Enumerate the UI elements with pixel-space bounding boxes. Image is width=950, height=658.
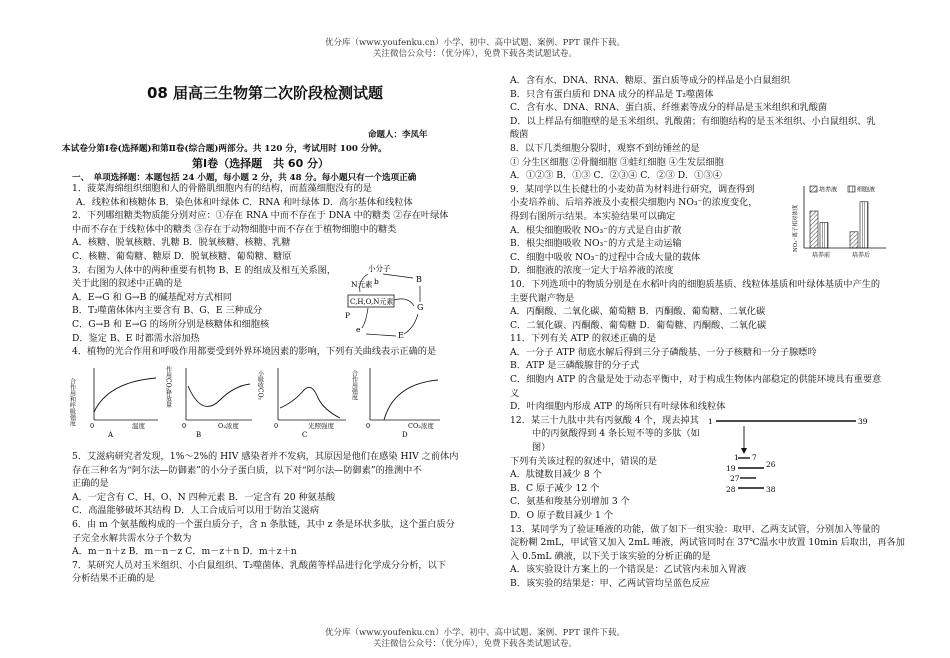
text-line: D．细胞液的浓度一定大于培养液的浓度 bbox=[510, 265, 674, 277]
q3-g-label: G bbox=[417, 303, 424, 312]
text-line: A．根尖细胞吸收 NO₃⁻的方式是自由扩散 bbox=[510, 224, 682, 236]
q9-bar-chart bbox=[792, 180, 890, 262]
text-line: A．一定含有 C、H、O、N 四种元素 B．一定含有 20 种氨基酸 bbox=[72, 491, 336, 503]
q3-e-small: e bbox=[356, 325, 361, 334]
q3-arrow bbox=[383, 274, 413, 278]
text-line: 得到右图所示结果。本实验结果可以确定 bbox=[510, 210, 676, 222]
text-line: C．核糖、葡萄糖、糖原 D．脱氧核糖、葡萄糖、糖原 bbox=[72, 250, 292, 262]
text-line: B．T₂噬菌体体内主要含有 B、G、E 三种成分 bbox=[72, 305, 263, 317]
text-line: 关于此图的叙述中正确的是 bbox=[72, 278, 183, 290]
text-line: C．G→B 和 E→G 的场所分别是核糖体和细胞核 bbox=[72, 318, 270, 330]
q4-label-b: B bbox=[196, 431, 202, 439]
q4-label-c: C bbox=[302, 431, 308, 439]
q12-n39: 39 bbox=[858, 417, 868, 426]
text-line: B．根尖细胞吸收 NO₃⁻的方式是主动运输 bbox=[510, 238, 682, 250]
text-line: C．细胞内 ATP 的含量是处于动态平衡中，对于构成生物体内部稳定的供能环境具有重要意 bbox=[510, 374, 882, 386]
q9-ylabel: NO₃⁻离子相对浓度 bbox=[793, 204, 799, 252]
q4-origin: 0 bbox=[182, 422, 187, 430]
q4-b-curve bbox=[188, 384, 250, 406]
q9-bar-medium-1 bbox=[810, 211, 818, 248]
q3-arrow bbox=[394, 299, 414, 306]
text-line: 义 bbox=[510, 387, 520, 399]
q9-bar-cell-1 bbox=[820, 223, 828, 248]
text-line: 11．下列有关 ATP 的叙述正确的是 bbox=[510, 333, 657, 345]
q4-graphs bbox=[68, 362, 444, 439]
q4-a-xlabel: 温度 bbox=[132, 422, 145, 430]
q9-bar-cell-2 bbox=[860, 202, 868, 248]
text-line: A．丙酮酸、二氧化碳、葡萄糖 B．丙酮酸、葡萄糖、二氧化碳 bbox=[510, 306, 766, 318]
text-line: C．氨基和羧基分别增加 3 个 bbox=[510, 496, 630, 508]
text-line: 6．由 m 个氨基酸构成的一个蛋白质分子，含 n 条肽链，其中 z 条是环状多肽，这个蛋白质分 bbox=[72, 518, 455, 530]
q4-c-curve bbox=[280, 387, 340, 418]
section-heading: 第Ⅰ卷（选择题 共 60 分） bbox=[192, 157, 330, 170]
q3-organic-diagram bbox=[338, 262, 448, 344]
text-line: A．核糖、脱氧核糖、乳糖 B．脱氧核糖、核糖、乳糖 bbox=[72, 237, 291, 249]
text-line: 入 0.5mL 碘液，以下关于该实验的分析正确的是 bbox=[510, 550, 711, 562]
text-line: B．C 原子减少 12 个 bbox=[510, 482, 600, 494]
q3-arrow bbox=[362, 308, 368, 328]
text-line: A．m－n＋z B．m－n－z C．m－z＋n D．m＋z＋n bbox=[72, 546, 297, 558]
q4-origin: 0 bbox=[90, 422, 95, 430]
q4-c-ylabel: 小吸收CO₂ bbox=[256, 370, 264, 400]
text-line: 5．艾滋病研究者发现，1%～2%的 HIV 感染者并不发病，其原因是他们在感染 HIV 之前体内 bbox=[72, 451, 459, 462]
page-footer bbox=[0, 628, 950, 650]
text-line: 小麦培养前、后培养液及小麦根尖细胞内 NO₃⁻的浓度变化， bbox=[510, 197, 758, 209]
text-line: ① 分生区细胞 ②骨髓细胞 ③蛙红细胞 ④生发层细胞 bbox=[510, 156, 724, 168]
text-line: 7．某研究人员对玉米组织、小白鼠组织、T₂噬菌体、乳酸菌等样品进行化学成分分析，以下 bbox=[72, 559, 446, 571]
q4-d-curve bbox=[384, 380, 438, 420]
q12-n1: 1 bbox=[708, 417, 713, 426]
q4-c-xlabel: 光照强度 bbox=[308, 422, 334, 430]
q9-legend-label-2: 细胞液 bbox=[857, 186, 876, 194]
text-line: 酸菌 bbox=[510, 129, 529, 141]
q4-a-curve bbox=[94, 378, 156, 412]
text-line: 正确的是 bbox=[72, 478, 109, 490]
q4-graph-c bbox=[257, 368, 347, 439]
text-line: 8．以下几类细胞分裂时，观察不到纺锤丝的是 bbox=[510, 142, 700, 154]
text-line: 2．下列哪组糖类物质能分别对应：①存在 RNA 中而不存在于 DNA 中的糖类 ②存在叶绿体 bbox=[72, 210, 449, 222]
q12-arrowhead bbox=[741, 448, 747, 454]
text-line: D．叶肉细胞内形成 ATP 的场所只有叶绿体和线粒体 bbox=[510, 401, 726, 413]
q3-e-label: E bbox=[398, 331, 404, 340]
text-line: 中的丙氨酸得到 4 条长短不等的多肽（如 bbox=[532, 428, 700, 440]
header-line-1: 优分库（www.youfenku.cn）小学、初中、高中试题、案例、PPT 课件下载。 bbox=[325, 38, 625, 48]
text-line: C．细胞中吸收 NO₃⁻的过程中合成大量的载体 bbox=[510, 251, 701, 263]
q12-peptide-diagram bbox=[708, 412, 878, 494]
footer-line-1: 优分库（www.youfenku.cn）小学、初中、高中试题、案例、PPT 课件下载。 bbox=[325, 628, 625, 638]
text-line: A．线粒体和核糖体 B．染色体和叶绿体 C．RNA 和叶绿体 D．高尔基体和线粒体 bbox=[76, 196, 413, 208]
right-column bbox=[510, 74, 905, 591]
q4-d-xlabel: CO₂浓度 bbox=[408, 422, 434, 430]
q4-d-ylabel: 合作用强度 bbox=[350, 370, 358, 400]
q4-origin: 0 bbox=[274, 422, 279, 430]
section-instruction: 一、 单项选择题：本题包括 24 小题，每小题 2 分，共 48 分。每小题只有一个选项正确 bbox=[72, 173, 417, 183]
q9-legend-swatch-1 bbox=[810, 186, 817, 192]
text-line: A．一分子 ATP 彻底水解后得到三分子磷酸基、一分子核糖和一分子腺嘌呤 bbox=[510, 346, 817, 358]
author-line: 命题人：李凤年 bbox=[368, 130, 428, 140]
q3-b-small: b bbox=[374, 277, 379, 286]
text-line: A．①②③ B．①③ C．②③④ C．②③ D．①③④ bbox=[510, 170, 722, 182]
text-line: C．高温能够破坏其结构 D．人工合成后可以用于防治艾滋病 bbox=[72, 505, 320, 517]
text-line: B．只含有蛋白质和 DNA 成分的样品是 T₂噬菌体 bbox=[510, 88, 714, 100]
text-line: D．鉴定 B、E 时都需水浴加热 bbox=[72, 332, 200, 344]
page-header bbox=[0, 38, 950, 60]
q12-n38: 38 bbox=[766, 485, 776, 494]
q4-b-xlabel: O₂浓度 bbox=[218, 422, 239, 430]
q4-label-d: D bbox=[402, 431, 408, 439]
text-line: 子完全水解共需水分子个数为 bbox=[72, 532, 192, 544]
text-line: 13．某同学为了验证唾液的功能，做了如下一组实验：取甲、乙两支试管，分别加入等量的 bbox=[510, 523, 881, 535]
q3-arrow bbox=[366, 334, 396, 336]
text-line: 10．下列选项中的物质分别是在水稻叶肉的细胞质基质、线粒体基质和叶绿体基质中产生的 bbox=[510, 278, 881, 290]
q9-category-label: 培养前 bbox=[812, 252, 831, 259]
q9-legend-swatch-2 bbox=[848, 186, 855, 192]
q4-origin: 0 bbox=[366, 422, 371, 430]
q12-n28: 28 bbox=[726, 485, 736, 494]
q4-graph-d bbox=[351, 368, 441, 439]
exam-title: 08 届高三生物第二次阶段检测试题 bbox=[146, 84, 384, 102]
q4-graph-a bbox=[69, 368, 159, 439]
text-line: A．E→G 和 G→B 的碱基配对方式相同 bbox=[72, 291, 232, 303]
text-line: 下列有关该过程的叙述中，错误的是 bbox=[510, 455, 657, 467]
q4-label-a: A bbox=[108, 431, 114, 439]
q4-graph-b bbox=[165, 365, 253, 439]
text-line: 3．右图为人体中的两种重要有机物 B、E 的组成及相互关系图， bbox=[72, 264, 337, 276]
text-line: A．肽键数目减少 8 个 bbox=[510, 469, 602, 481]
q9-legend-label-1: 培养液 bbox=[819, 186, 838, 194]
left-column-bottom bbox=[72, 450, 459, 586]
text-line: 12．某三十九肽中共有丙氨酸 4 个，现去掉其 bbox=[510, 414, 699, 426]
text-line: 淀粉糊 2mL，甲试管又加入 2mL 唾液，两试管同时在 37℃温水中放置 10min 后取出，再各加 bbox=[510, 537, 905, 549]
text-line: A．含有水、DNA、RNA、糖原、蛋白质等成分的样品是小白鼠组织 bbox=[510, 75, 790, 86]
text-line: 中而不存在于线粒体中的糖类 ③存在于动物细胞中而不存在于植物细胞中的糖类 bbox=[72, 223, 397, 235]
q12-n19: 19 bbox=[726, 464, 736, 473]
q3-arrow bbox=[404, 314, 418, 334]
text-line: D．O 原子数目减少 1 个 bbox=[510, 510, 614, 521]
q9-category-label: 培养后 bbox=[852, 252, 871, 259]
q4-a-ylabel: 合作用和呼吸强度 bbox=[68, 378, 76, 426]
text-line: 图） bbox=[532, 442, 551, 454]
text-line: 主要代谢产物是 bbox=[510, 292, 575, 304]
q3-p-label: P bbox=[345, 311, 351, 320]
q12-n1b: 1 bbox=[734, 453, 739, 462]
text-line: D．以上样品有细胞壁的是玉米组织、乳酸菌；有细胞结构的是玉米组织、小白鼠组织、乳 bbox=[510, 115, 876, 127]
text-line: 9．某同学以生长健壮的小麦幼苗为材料进行研究，调查得到 bbox=[510, 183, 755, 195]
header-line-2: 关注微信公众号：（优分库），免费下载各类试题试卷。 bbox=[372, 49, 577, 59]
text-line: 存在三种名为“阿尔法—防御素”的小分子蛋白质，以下对“阿尔法—防御素”的推测中不 bbox=[72, 464, 422, 476]
q3-small-molecule-label: 小分子 bbox=[368, 264, 391, 273]
q3-element-label: C,H,O,N元素 bbox=[350, 298, 394, 306]
q4-b-ylabel: 作用CO₂释放量 bbox=[164, 366, 172, 408]
text-line: B．ATP 是三磷酸腺苷的分子式 bbox=[510, 360, 640, 372]
exam-intro: 本试卷分第Ⅰ卷(选择题)和第Ⅱ卷(综合题)两部分。共 120 分，考试用时 100 分钟。 bbox=[62, 144, 387, 154]
text-line: A．该实验设计方案上的一个错误是：乙试管内未加入胃液 bbox=[510, 564, 747, 576]
q12-n7: 7 bbox=[752, 453, 757, 462]
text-line: C．含有水、DNA、RNA、蛋白质、纤维素等成分的样品是玉米组织和乳酸菌 bbox=[510, 102, 828, 114]
q12-n26: 26 bbox=[766, 460, 776, 469]
text-line: B．该实验的结果是：甲、乙两试管均呈蓝色反应 bbox=[510, 577, 710, 589]
q12-n27: 27 bbox=[730, 474, 740, 483]
q3-b-label: B bbox=[416, 275, 422, 284]
text-line: 1．菠菜海绵组织细胞和人的骨骼肌细胞内有的结构，而蓝藻细胞没有的是 bbox=[72, 183, 372, 194]
q9-bar-medium-2 bbox=[850, 232, 858, 248]
text-line: 分析结果不正确的是 bbox=[72, 573, 155, 585]
q3-n-label: N元素 bbox=[351, 280, 373, 289]
text-line: 4．植物的光合作用和呼吸作用都要受到外界环境因素的影响，下列有关曲线表示正确的是 bbox=[72, 346, 437, 358]
footer-line-2: 关注微信公众号：（优分库），免费下载各类试题试卷。 bbox=[372, 639, 577, 649]
text-line: C．二氧化碳、丙酮酸、葡萄糖 D．葡萄糖、丙酮酸、二氧化碳 bbox=[510, 319, 767, 331]
